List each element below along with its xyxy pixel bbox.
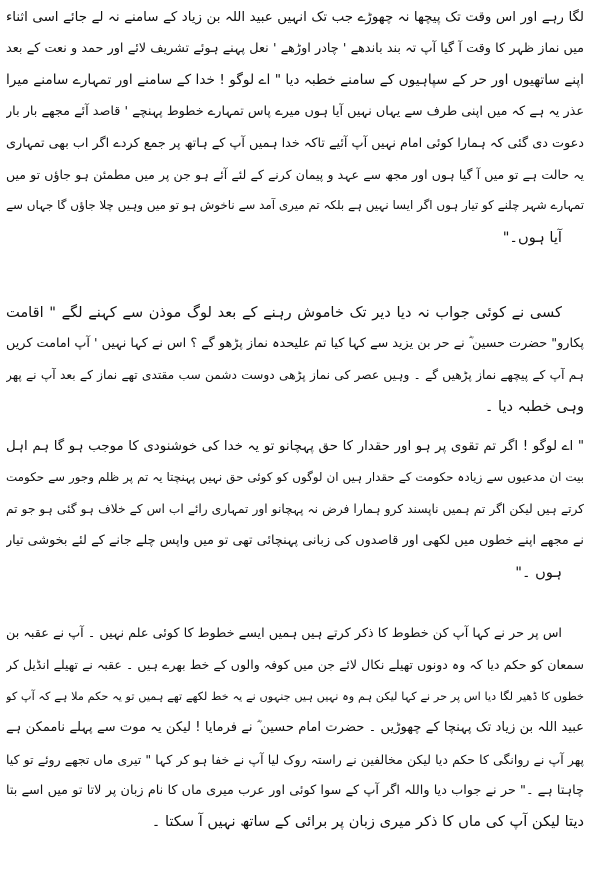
text-line: " اے لوگو ! اگر تم تقوی پر ہو اور حقدار کا حق پہچانو تو یہ خدا کی خوشنودی کا موجب ہو گا ہم اہل (6, 439, 584, 454)
text-line: کرتے ہیں لیکن اگر تم ہمیں ناپسند کرو ہمارا فرض نہ پہچانو اور تمہاری رائے اب اس کے خلاف ہو گئی ہو جو تم (6, 501, 584, 516)
text-line: پھر آپ نے روانگی کا حکم دیا لیکن مخالفین نے راستہ روک لیا آپ نے خفا ہو کر کہا " تیری ماں تجھے روئے تو کیا (6, 751, 584, 767)
text-line: لگا رہے اور اس وقت تک پیچھا نہ چھوڑے جب تک انہیں عبید اللہ بن زیاد کے سامنے نہ لے جائے اسی اثناء (6, 10, 584, 25)
text-line: بیت ان مدعیوں سے زیادہ حکومت کے حقدار ہیں ان لوگوں کو کوئی حق نہیں پہنچتا یہ تم پر ظلم وجور سے حکومت (6, 470, 584, 485)
text-line: نے مجھے اپنے خطوں میں لکھی اور قاصدوں کی زبانی پہنچائی تھی تو میں واپس چلے جانے کے لئے بخوشی تیار (6, 533, 584, 549)
text-line: پکارو" حضرت حسین ؓ نے حر بن یزید سے کہا کیا تم علیحدہ نماز پڑھو گے ؟ اس نے کہا نہیں ' آپ امامت کریں (6, 336, 584, 352)
text-line: ہم آپ کے پیچھے نماز پڑھیں گے ۔ وہیں عصر کی نماز پڑھی دوست دشمن سب مقتدی تھے نماز کے بعد آپ نے پھر (6, 367, 584, 382)
text-line: اپنے ساتھیوں اور حر کے سپاہیوں کے سامنے خطبہ دیا " اے لوگو ! خدا کے سامنے اور تمہارے سامنے میرا (6, 71, 584, 88)
paragraph-2 (6, 297, 584, 423)
text-line: ہوں ۔" (515, 563, 562, 581)
text-line: تمہارے شہر چلنے کو تیار ہوں اگر ایسا نہیں ہے بلکہ تم میری آمد سے ناخوش ہو تو میں وہیں چلا جاؤں گا جہاں سے (6, 198, 584, 213)
text-line: خطوں کا ڈھیر لگا دیا اس پر حر نے کہا لیکن ہم وہ نہیں ہیں جنہوں نے یہ خط لکھے تھے ہمیں تو یہ حکم ملا ہے کہ آپ کو (6, 689, 584, 703)
text-line: کسی نے کوئی جواب نہ دیا دیر تک خاموش رہنے کے بعد لوگ موذن سے کہنے لگے " اقامت (6, 304, 562, 321)
text-line: عذر یہ ہے کہ میں اپنی طرف سے یہاں نہیں آیا ہوں میرے پاس تمہارے خطوط پہنچے ' قاصد آئے مجھے بار بار (6, 104, 584, 120)
paragraph-3 (6, 431, 584, 588)
text-line: وہی خطبہ دیا ۔ (484, 398, 584, 416)
text-line: اس پر حر نے کہا آپ کن خطوط کا ذکر کرتے ہیں ہمیں ایسے خطوط کا کوئی علم نہیں ۔ آپ نے عقبہ بن (6, 626, 562, 641)
text-line: میں نماز ظہر کا وقت آ گیا آپ تہ بند باندھے ' چادر اوڑھے ' نعل پہنے ہوئے تشریف لائے اور حمد و نعت کے بعد (6, 41, 584, 57)
text-line: عبید اللہ بن زیاد تک پہنچا کے چھوڑیں ۔ حضرت امام حسین ؓ نے فرمایا ! لیکن یہ موت سے پہلے ناممکن ہے (6, 720, 584, 736)
paragraph-4 (6, 618, 584, 838)
text-line: یہ حالت ہے تو میں آ گیا ہوں اور مجھ سے عہد و پیمان کرنے کے لئے آئے ہو جن پر میں مطمئن ہو جاؤں تو میں (6, 166, 584, 182)
text-line: دعوت دی گئی کہ ہمارا کوئی امام نہیں آپ آئیے تاکہ خدا ہمیں آپ کے ہاتھ پر جمع کردے اگر اب بھی تمہاری (6, 135, 584, 151)
text-line: آیا ہوں۔" (502, 228, 562, 246)
paragraph-1 (6, 2, 584, 253)
document-page (6, 0, 584, 881)
text-line: دیتا لیکن آپ کی ماں کا ذکر میری زبان پر برائی کے ساتھ نہیں آ سکتا ۔ (151, 813, 584, 831)
text-line: چاہتا ہے ۔" حر نے جواب دیا واللہ اگر آپ کے سوا کوئی اور عرب میری ماں کا نام زبان پر لاتا تو میں اسے بتا (6, 782, 584, 798)
text-line: سمعان کو حکم دیا کہ وہ دونوں تھیلے نکال لائے جن میں کوفہ والوں کے خط بھرے ہیں ۔ عقبہ نے تھیلے انڈیل کر (6, 657, 584, 673)
